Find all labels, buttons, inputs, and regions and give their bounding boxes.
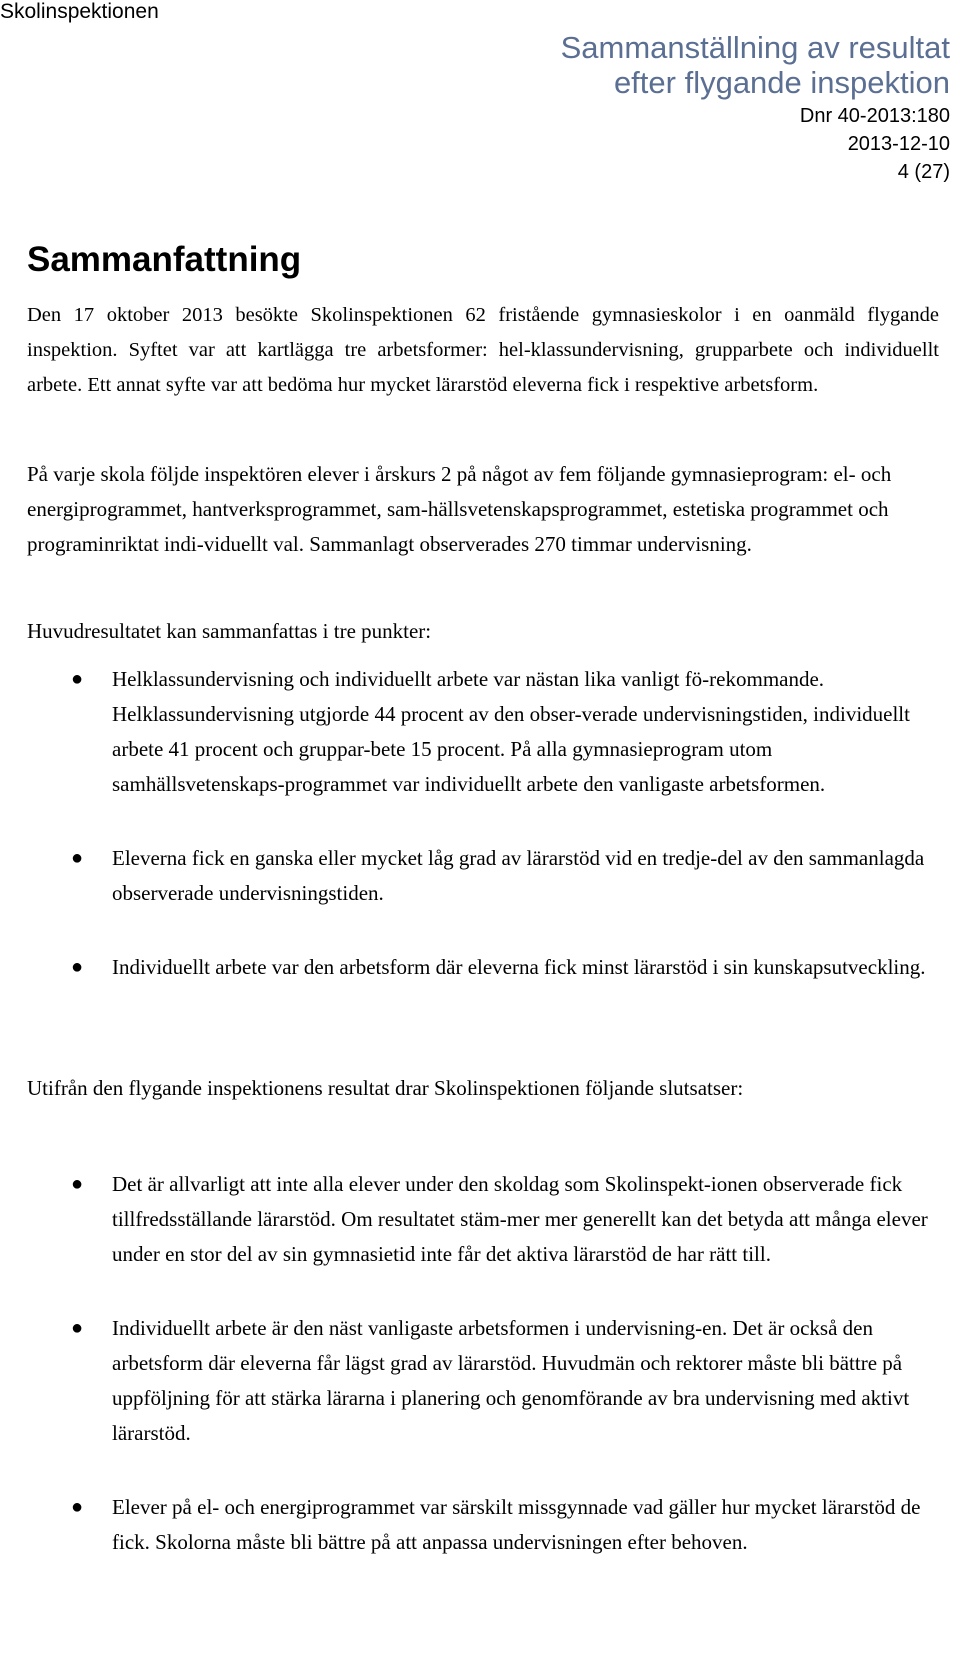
list-item: [27, 1490, 947, 1560]
bullet-icon: ●: [71, 668, 84, 690]
document-title-line-1: Sammanställning av resultat: [560, 30, 950, 65]
document-title: [561, 30, 950, 100]
list-item-text: Individuellt arbete är den näst vanligaste arbetsformen i undervisning-en. Det är också den arbetsform där eleverna får lägst grad av lärarstöd. Huvudmän och rektorer måste bli bättre på uppföljning för att stärka lärarna i planering och genomförande av bra undervisning med aktivt lärarstöd.: [112, 1316, 910, 1445]
list-item: [27, 950, 947, 985]
list-item: [27, 662, 947, 802]
list-item-text: Eleverna fick en ganska eller mycket låg grad av lärarstöd vid en tredje-del av den sammanlagda observerade undervisningstiden.: [112, 846, 925, 905]
bullet-icon: ●: [71, 1496, 84, 1518]
conclusions-intro: Utifrån den flygande inspektionens resultat drar Skolinspektionen följande slutsatser:: [27, 1076, 744, 1100]
document-meta: [800, 102, 950, 186]
bullet-icon: ●: [71, 1317, 84, 1339]
results-list: [27, 662, 947, 1024]
list-item: [27, 1167, 947, 1272]
list-item-text: Helklassundervisning och individuellt arbete var nästan lika vanligt fö-rekommande. Helklassundervisning utgjorde 44 procent av den obser-verade undervisningstiden, individuellt arbete 41 procent och gruppar-bete 15 procent. På alla gymnasieprogram utom samhällsvetenskaps-programmet var individuellt arbete den vanligaste arbetsformen.: [112, 667, 910, 796]
results-intro: Huvudresultatet kan sammanfattas i tre punkter:: [27, 619, 432, 643]
list-item: [27, 1311, 947, 1451]
list-item-text: Elever på el- och energiprogrammet var särskilt missgynnade vad gäller hur mycket lärarstöd de fick. Skolorna måste bli bättre på att anpassa undervisningen efter behoven.: [112, 1495, 921, 1554]
document-title-line-2: efter flygande inspektion: [613, 65, 950, 100]
diary-number: Dnr 40-2013:180: [799, 105, 950, 127]
intro-paragraph: Den 17 oktober 2013 besökte Skolinspektionen 62 fristående gymnasieskolor i en oanmäld flygande inspektion. Syftet var att kartlägga tre arbetsformer: hel-klassundervisning, grupparbete och individuellt arbete. Ett annat syfte var att bedöma hur mycket lärarstöd eleverna fick i respektive arbetsform.: [27, 304, 939, 396]
organization-name: Skolinspektionen: [0, 0, 159, 23]
section-heading: Sammanfattning: [27, 240, 302, 279]
bullet-icon: ●: [71, 847, 84, 869]
page-number: 4 (27): [897, 161, 950, 183]
list-item-text: Det är allvarligt att inte alla elever under den skoldag som Skolinspekt-ionen observerade fick tillfredsställande lärarstöd. Om resultatet stäm-mer mer generellt kan det betyda att många elever under en stor del av sin gymnasietid inte får det aktiva lärarstöd de har rätt till.: [112, 1172, 928, 1266]
bullet-icon: ●: [71, 1173, 84, 1195]
conclusions-list: [27, 1167, 947, 1599]
bullet-icon: ●: [71, 956, 84, 978]
method-paragraph: På varje skola följde inspektören elever i årskurs 2 på något av fem följande gymnasieprogram: el- och energiprogrammet, hantverksprogrammet, sam-hällsvetenskapsprogrammet, estetiska programmet och programinriktat indi-viduellt val. Sammanlagt observerades 270 timmar undervisning.: [27, 462, 892, 556]
list-item-text: Individuellt arbete var den arbetsform där eleverna fick minst lärarstöd i sin kunskapsutveckling.: [112, 955, 926, 979]
document-date: 2013-12-10: [847, 133, 950, 155]
list-item: [27, 841, 947, 911]
